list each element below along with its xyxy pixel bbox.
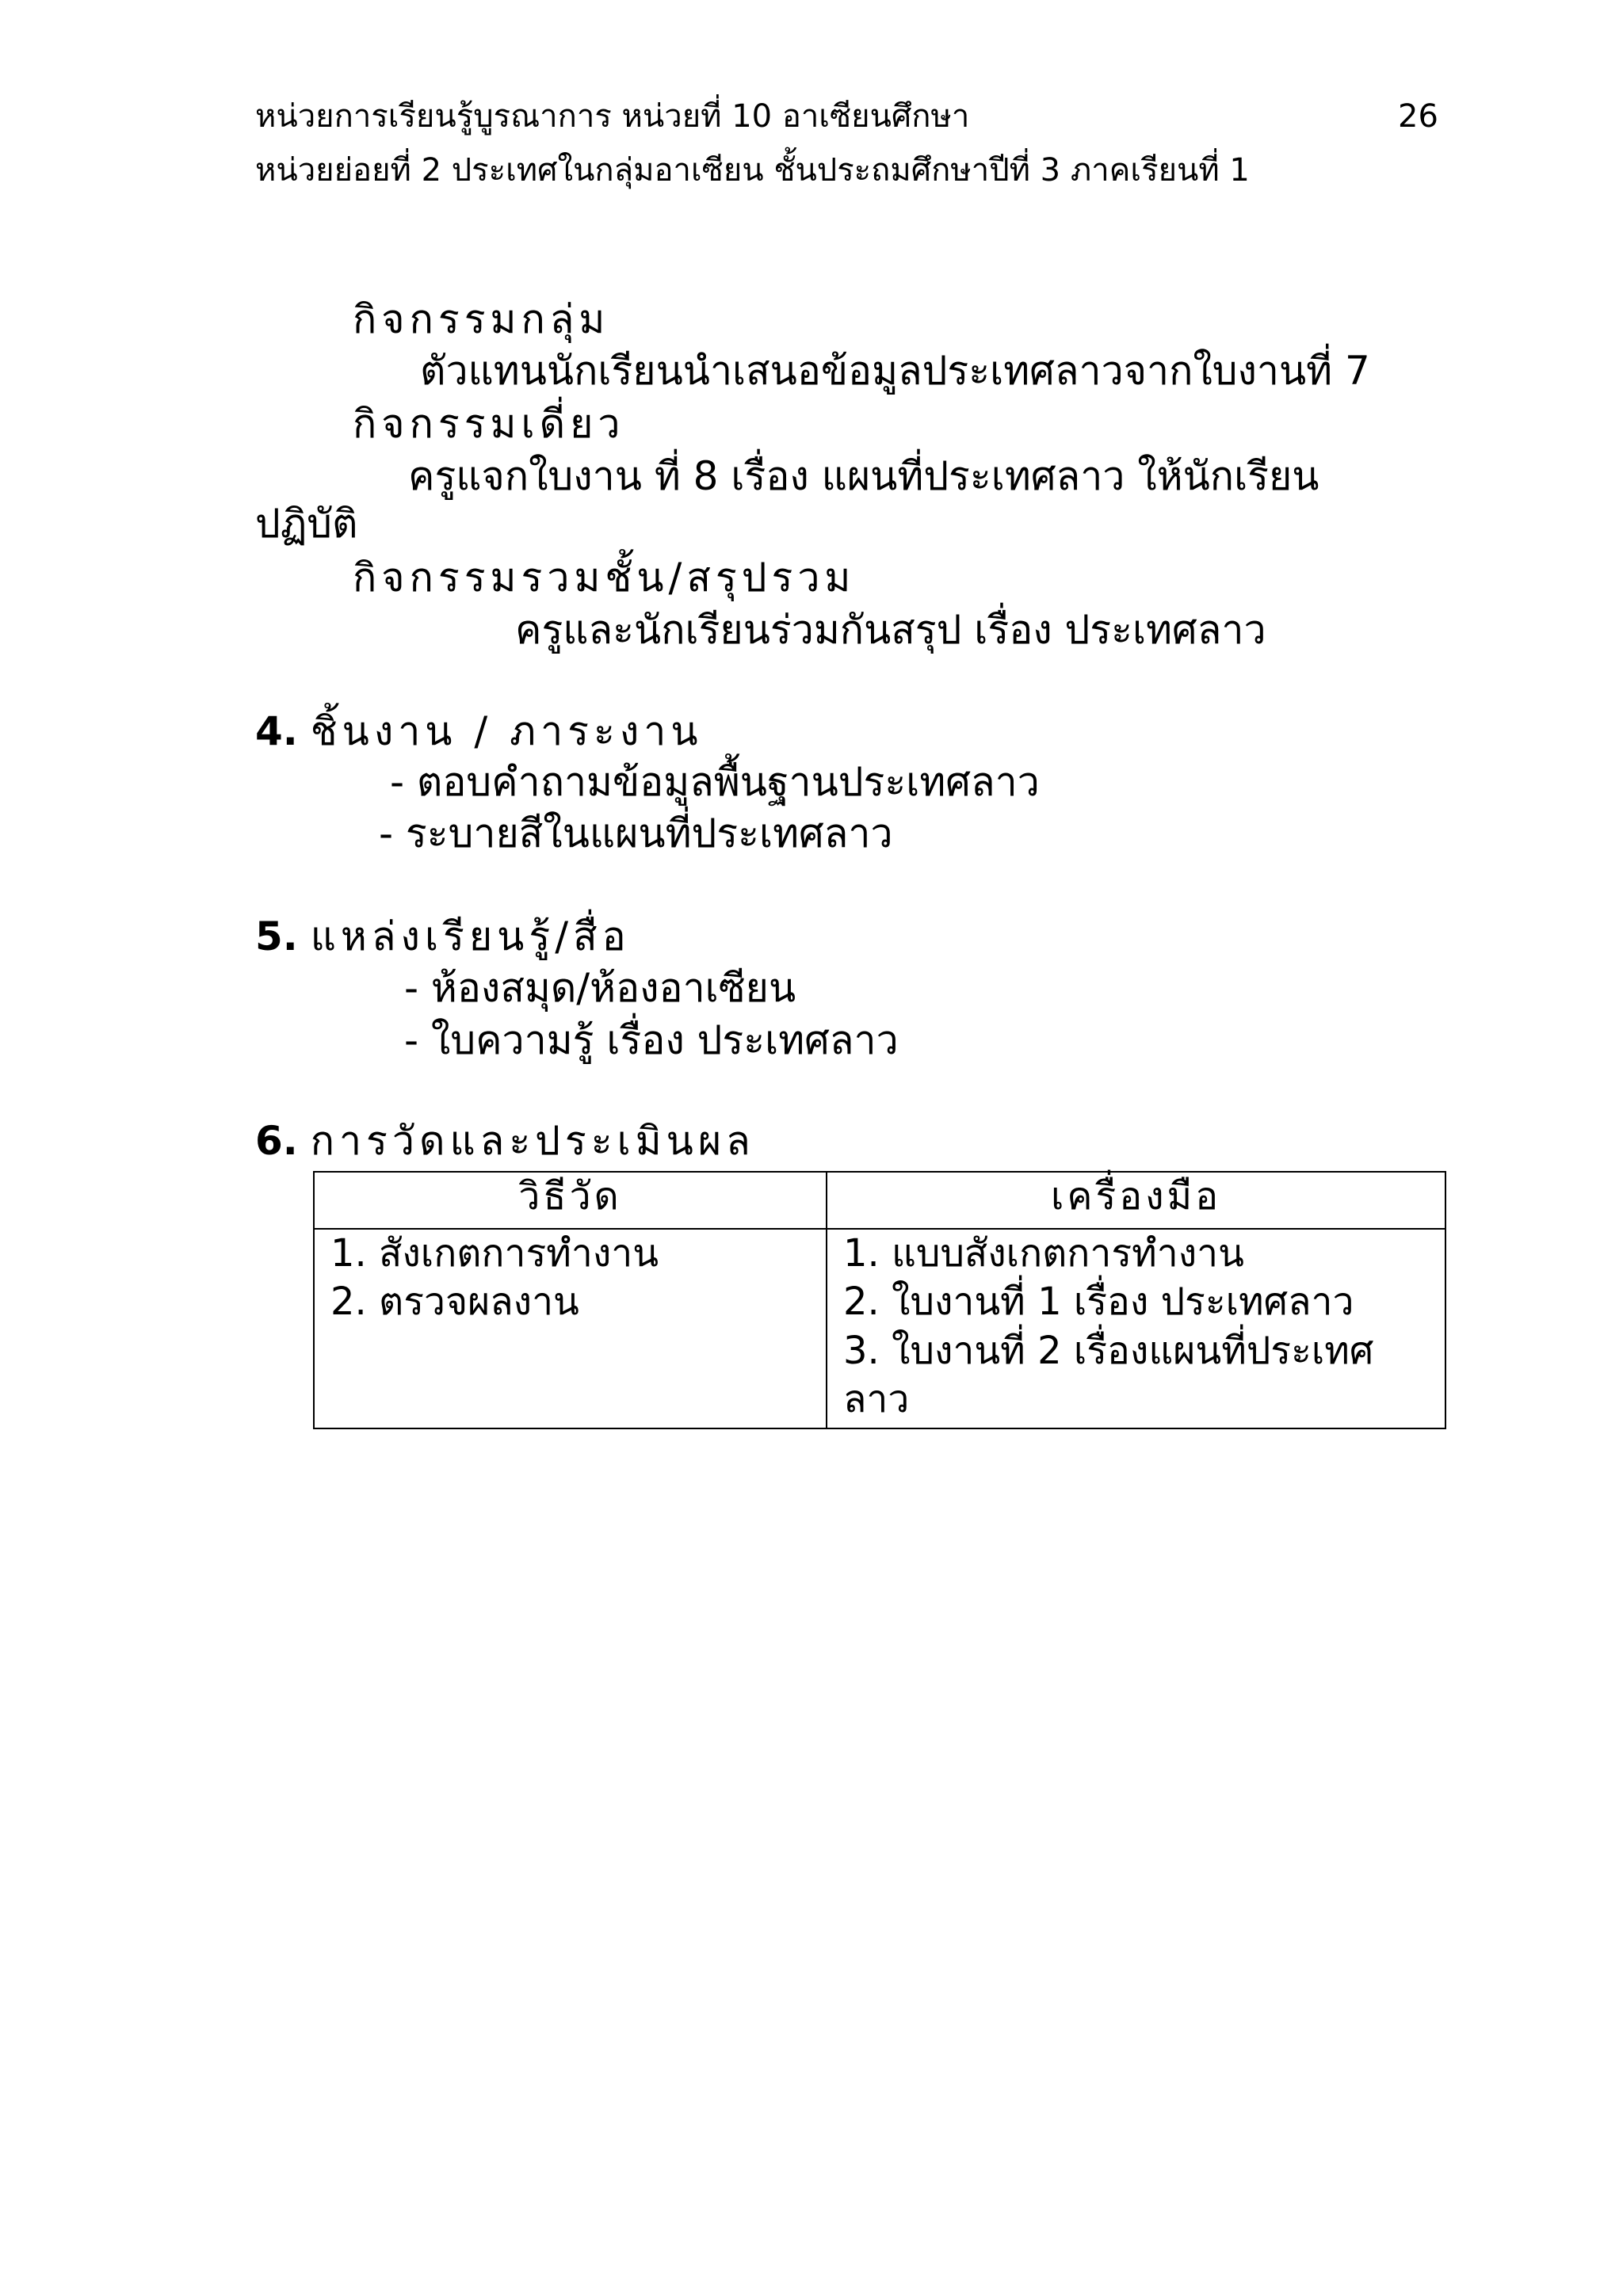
page-number: 26 xyxy=(1398,98,1438,135)
class-activity-text: ครูและนักเรียนร่วมกันสรุป เรื่อง ประเทศลาว xyxy=(515,607,1266,653)
single-activity-title: กิจกรรมเดี่ยว xyxy=(353,401,625,447)
group-activity-text: ตัวแทนนักเรียนนำเสนอข้อมูลประเทศลาวจากใบงานที่ 7 xyxy=(420,348,1370,394)
tool-item: 1. แบบสังเกตการทำงาน xyxy=(843,1231,1244,1276)
table-row xyxy=(314,1229,1445,1428)
section-5-number: 5. xyxy=(255,913,298,959)
section-6-heading xyxy=(255,1118,755,1164)
group-activity-title: กิจกรรมกลุ่ม xyxy=(353,296,610,342)
single-activity-text-cont: ปฏิบัติ xyxy=(255,501,358,547)
single-activity-text: ครูแจกใบงาน ที่ 8 เรื่อง แผนที่ประเทศลาว ให้นักเรียน xyxy=(408,453,1319,499)
table-header-method: วิธีวัด xyxy=(314,1172,827,1229)
header-unit-title: หน่วยการเรียนรู้บูรณาการ หน่วยที่ 10 อาเซียนศึกษา xyxy=(255,98,970,135)
table-header-row xyxy=(314,1172,1445,1229)
tool-item: 2. ใบงานที่ 1 เรื่อง ประเทศลาว xyxy=(843,1280,1354,1325)
section-4-item: - ระบายสีในแผนที่ประเทศลาว xyxy=(379,810,893,856)
section-5-heading xyxy=(255,913,631,959)
header-subunit-title: หน่วยย่อยที่ 2 ประเทศในกลุ่มอาเซียน ชั้นประถมศึกษาปีที่ 3 ภาคเรียนที่ 1 xyxy=(255,152,1250,189)
section-5-item: - ห้องสมุด/ห้องอาเซียน xyxy=(404,965,796,1011)
methods-cell xyxy=(314,1229,827,1428)
section-4-heading xyxy=(255,708,703,754)
method-item: 1. สังเกตการทำงาน xyxy=(330,1231,659,1276)
section-4-number: 4. xyxy=(255,708,298,754)
table-header-tool: เครื่องมือ xyxy=(827,1172,1445,1229)
tools-cell xyxy=(827,1229,1445,1428)
tool-item: 3. ใบงานที่ 2 เรื่องแผนที่ประเทศ xyxy=(843,1328,1374,1373)
section-5-title: แหล่งเรียนรู้/สื่อ xyxy=(310,913,631,959)
tool-item: ลาว xyxy=(843,1377,910,1422)
section-6-number: 6. xyxy=(255,1118,298,1164)
section-4-title: ชิ้นงาน / ภาระงาน xyxy=(310,708,703,754)
section-5-item: - ใบความรู้ เรื่อง ประเทศลาว xyxy=(404,1017,899,1063)
evaluation-table xyxy=(313,1171,1446,1429)
class-activity-title: กิจกรรมรวมชั้น/สรุปรวม xyxy=(353,555,856,601)
section-6-title: การวัดและประเมินผล xyxy=(310,1118,755,1164)
method-item: 2. ตรวจผลงาน xyxy=(330,1280,579,1325)
section-4-item: - ตอบคำถามข้อมูลพื้นฐานประเทศลาว xyxy=(390,759,1040,805)
